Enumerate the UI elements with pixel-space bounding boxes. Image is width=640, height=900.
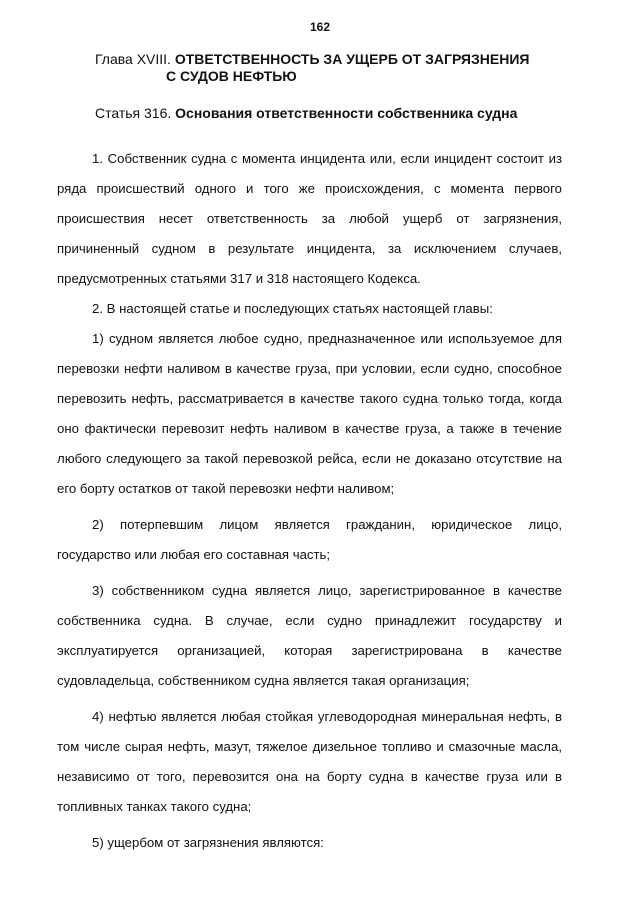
page-number: 162 [309,20,331,34]
article-title: Основания ответственности собственника судна [175,105,518,121]
paragraph: 4) нефтью является любая стойкая углеводородная минеральная нефть, в том числе сырая нефть, мазут, тяжелое дизельное топливо и смазочные масла, независимо от того, перевозится она на борту судна в качестве груза или в топливных танках такого судна; [57,709,562,814]
paragraph: 3) собственником судна является лицо, зарегистрированное в качестве собственника судна. В случае, если судно принадлежит государству и эксплуатируется организацией, которая зарегистрирована в качестве судовладельца, собственником судна является такая организация; [57,583,562,688]
paragraph: 1. Собственник судна с момента инцидента или, если инцидент состоит из ряда происшествий одного и того же происхождения, с момента первого происшествия несет ответственность за любой ущерб от загрязнения, причиненный судном в результате инцидента, за исключением случаев, предусмотренных статьями 317 и 318 настоящего Кодекса. [57,151,562,286]
paragraph: 5) ущербом от загрязнения являются: [92,835,324,850]
article-body [57,144,562,858]
chapter-prefix: Глава XVIII. [95,51,175,67]
chapter-title-line2: С СУДОВ НЕФТЬЮ [166,68,297,84]
chapter-title-line1: ОТВЕТСТВЕННОСТЬ ЗА УЩЕРБ ОТ ЗАГРЯЗНЕНИЯ [174,51,530,67]
paragraph: 2. В настоящей статье и последующих статьях настоящей главы: [92,301,493,316]
article-heading [95,105,565,122]
paragraph: 2) потерпевшим лицом является гражданин, юридическое лицо, государство или любая его составная часть; [57,517,562,562]
paragraph: 1) судном является любое судно, предназначенное или используемое для перевозки нефти наливом в качестве груза, при условии, если судно, способное перевозить нефть, рассматривается в качестве такого судна только тогда, когда оно фактически перевозит нефть наливом в качестве груза, а также в течение любого следующего за такой перевозкой рейса, если не доказано отсутствие на его борту остатков от такой перевозки нефти наливом; [57,331,562,496]
article-prefix: Статья 316. [95,105,176,121]
chapter-heading [95,51,565,85]
